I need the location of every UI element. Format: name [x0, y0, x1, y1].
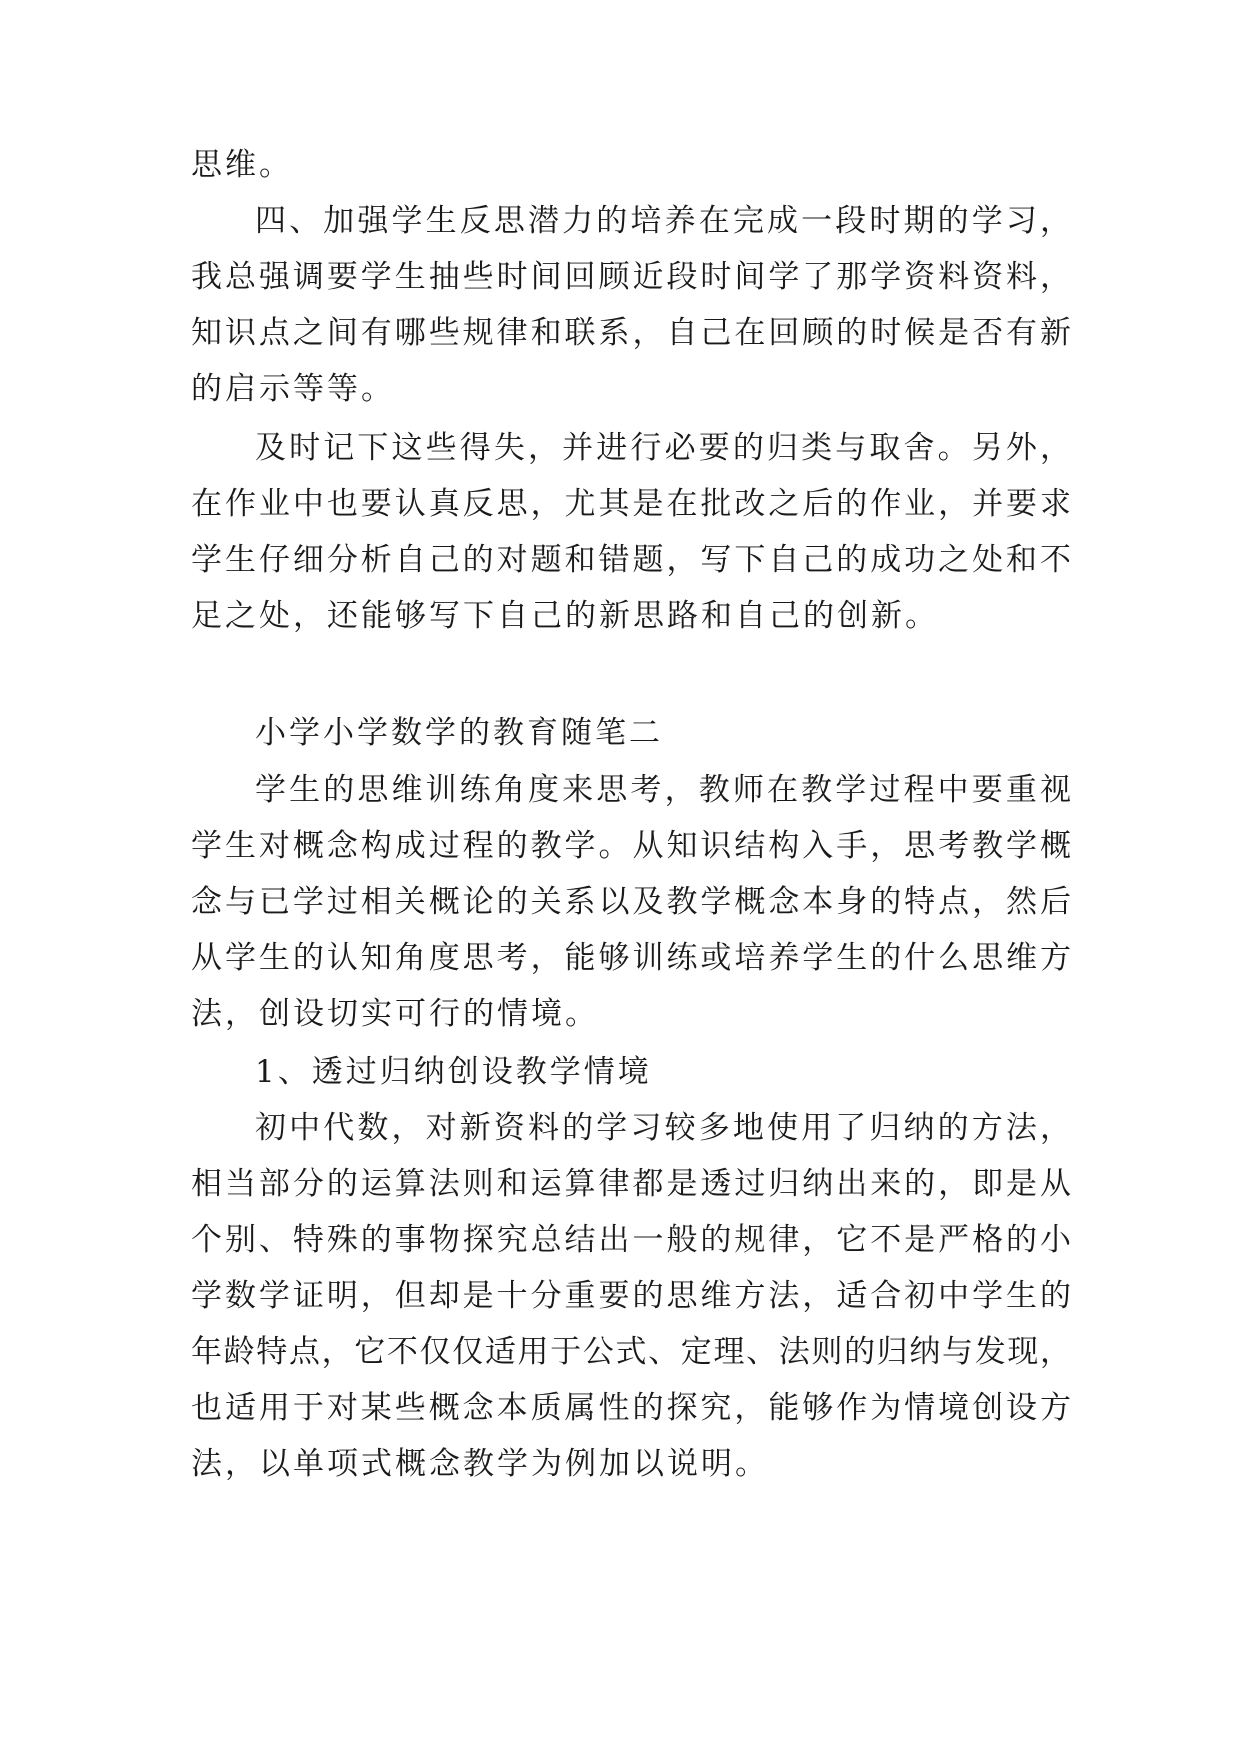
text-line: 的启示等等。 [191, 371, 395, 407]
text-line: 相当部分的运算法则和运算律都是透过归纳出来的，即是从 [191, 1166, 1071, 1202]
text-line: 及时记下这些得失，并进行必要的归类与取舍。另外， [255, 430, 1071, 466]
text-line: 法，以单项式概念教学为例加以说明。 [191, 1446, 769, 1482]
text-line: 我总强调要学生抽些时间回顾近段时间学了那学资料资料， [191, 259, 1071, 295]
text-line: 初中代数，对新资料的学习较多地使用了归纳的方法， [255, 1110, 1071, 1146]
text-line: 学生仔细分析自己的对题和错题，写下自己的成功之处和不 [191, 542, 1071, 578]
text-line: 思维。 [191, 147, 293, 183]
text-line: 从学生的认知角度思考，能够训练或培养学生的什么思维方 [191, 940, 1071, 976]
text-line: 足之处，还能够写下自己的新思路和自己的创新。 [191, 598, 939, 634]
text-line: 学生的思维训练角度来思考，教师在教学过程中要重视 [255, 772, 1071, 808]
section-heading: 小学小学数学的教育随笔二 [255, 715, 663, 751]
text-line: 也适用于对某些概念本质属性的探究，能够作为情境创设方 [191, 1390, 1071, 1426]
text-line: 法，创设切实可行的情境。 [191, 996, 599, 1032]
text-line: 学数学证明，但却是十分重要的思维方法，适合初中学生的 [191, 1278, 1071, 1314]
subsection-heading: 1、透过归纳创设教学情境 [255, 1054, 652, 1090]
text-line: 念与已学过相关概论的关系以及教学概念本身的特点，然后 [191, 884, 1071, 920]
text-line: 四、加强学生反思潜力的培养在完成一段时期的学习， [255, 203, 1071, 239]
text-line: 学生对概念构成过程的教学。从知识结构入手，思考教学概 [191, 828, 1071, 864]
text-line: 年龄特点，它不仅仅适用于公式、定理、法则的归纳与发现， [191, 1334, 1071, 1370]
text-line: 在作业中也要认真反思，尤其是在批改之后的作业，并要求 [191, 486, 1071, 522]
text-line: 知识点之间有哪些规律和联系，自己在回顾的时候是否有新 [191, 315, 1071, 351]
text-line: 个别、特殊的事物探究总结出一般的规律，它不是严格的小 [191, 1222, 1071, 1258]
